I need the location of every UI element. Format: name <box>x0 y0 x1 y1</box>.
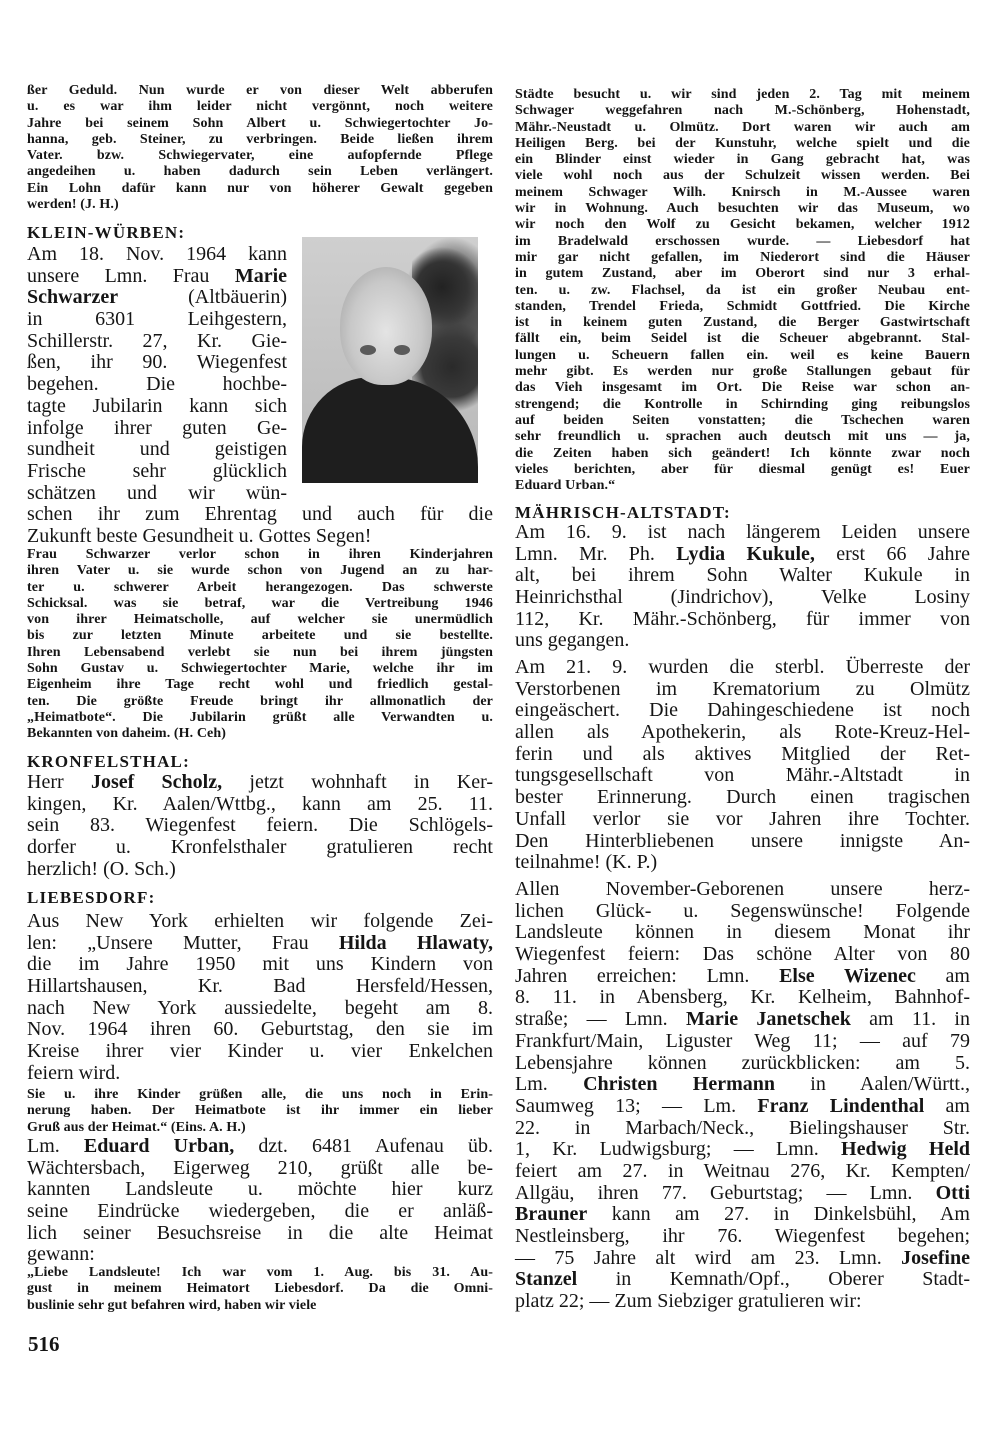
text-line: Sohn Gustav u. Schwiegertochter Marie, welche ihr im <box>27 661 493 677</box>
text-line: angedeihen u. haben dadurch sein Leben verlängert. <box>27 164 493 180</box>
text-line: ßen, ihr 90. Wiegenfest <box>27 351 287 374</box>
text-line: Wächtersbach, Eigerweg 210, grüßt alle be- <box>27 1156 493 1179</box>
liebesdorf-small-text <box>27 1087 493 1136</box>
text-line: lichen Glück- u. Segenswünsche! Folgende <box>515 899 970 922</box>
text-line: viele wohl noch aus der Schulzeit wissen werden. Bei <box>515 168 970 184</box>
text-segment: am <box>915 964 970 987</box>
person-name: Stanzel <box>515 1268 578 1291</box>
text-line: hanna, geb. Steiner, zu verbringen. Beide ließen ihrem <box>27 131 493 147</box>
text-segment: — 75 Jahre alt wird am 23. Lmn. <box>515 1246 902 1269</box>
text-segment: Lm. <box>515 1073 584 1096</box>
text-segment: Jahren erreichen: Lmn. <box>515 964 780 987</box>
text-segment: 1, Kr. Ludwigsburg; — Lmn. <box>515 1138 842 1161</box>
text-line: nach New York aussiedelte, begeht am 8. <box>27 996 493 1019</box>
text-line: Vater. bzw. Schwiegervater, eine aufopfernde Pflege <box>27 148 493 164</box>
text-segment: Allgäu, ihren 77. Geburtstag; — Lmn. <box>515 1181 936 1204</box>
text-line: nerung haben. Der Heimatbote ist ihr immer ein lieber <box>27 1103 493 1119</box>
text-line: Schwager weggefahren nach M.-Schönberg, Hohenstadt, <box>515 103 970 119</box>
text-line <box>515 966 970 988</box>
text-line: ten. u. zw. Flachsel, da ist ein großer Neubau ent- <box>515 282 970 298</box>
text-line: 22. in Marbach/Neck., Bielingshauser Str. <box>515 1116 970 1139</box>
text-line: standen, Trendel Frieda, Schmidt Gottfried. Die Kirche <box>515 298 970 314</box>
text-line: Sie u. ihre Kinder grüßen alle, die uns noch in Erin- <box>27 1087 493 1102</box>
text-line: dorfer u. Kronfelsthaler gratulieren recht <box>27 836 493 859</box>
text-line: tagte Jubilarin kann sich <box>27 394 287 417</box>
text-line: mir gar nicht gefallen, im Niederort sind die Häuser <box>515 249 970 265</box>
text-line: Heiligen Berg. bei der Kunstuhr, welche spielt und die <box>515 135 970 151</box>
text-line: „Heimatbote“. Die Jubilarin grüßt alle Verwandten u. <box>27 709 493 725</box>
text-line: ein Blinder einst wieder in Gang gebracht hat, was <box>515 152 970 168</box>
text-line: buslinie sehr gut befahren wird, haben wir viele <box>27 1297 317 1313</box>
text-line: Den Hinterbliebenen unsere innigste An- <box>515 829 970 852</box>
text-segment: dzt. 6481 Aufenau üb. <box>234 1135 494 1157</box>
klein-wuerben-text <box>27 244 493 548</box>
person-name: Hilda Hlawaty, <box>338 931 493 954</box>
text-line <box>515 544 970 566</box>
text-line: gust in meinem Heimatort Liebesdorf. Da die Omni- <box>27 1281 493 1297</box>
text-line: uns gegangen. <box>515 629 630 652</box>
page-number: 516 <box>28 1332 60 1356</box>
text-line: die Zeiten haben sich geändert! Ich könnte zwar noch <box>515 445 970 461</box>
text-line: schen ihr zum Ehrentag und auch für die <box>27 503 493 526</box>
text-line: lungen u. Scheuern fallen ein. weil es keine Bauern <box>515 347 970 363</box>
text-line: Mähr.-Neustadt u. Olmütz. Dort waren wir auch am <box>515 119 970 135</box>
person-name: Lydia Kukule, <box>676 542 815 565</box>
eduard-urban-letter-start <box>27 1265 493 1314</box>
text-line: allen als Apothekerin, als Rote-Kreuz-Hel- <box>515 721 970 744</box>
text-line: begehen. Die hochbe- <box>27 373 287 396</box>
text-line: Nov. 1964 ihren 60. Geburtstag, den sie im <box>27 1018 493 1041</box>
text-line <box>515 1139 970 1161</box>
text-line: platz 22; — Zum Siebziger gratulieren wir: <box>515 1290 862 1313</box>
text-line: Nestleinsberg, ihr 76. Wiegenfest begehen; <box>515 1225 970 1247</box>
text-line: Frankfurt/Main, Liguster Weg 11; — auf 79 <box>515 1029 970 1052</box>
text-line: werden! (J. H.) <box>27 197 119 213</box>
text-segment: Herr <box>27 771 91 793</box>
november-birthdays-text <box>515 879 970 1313</box>
person-name: Christen Hermann <box>583 1073 776 1096</box>
text-line <box>515 1009 970 1031</box>
person-name: Josefine <box>901 1246 970 1269</box>
text-line <box>515 1183 970 1205</box>
text-line: ist in keinem guten Zustand, die Berger Gastwirtschaft <box>515 315 970 331</box>
text-line: wir in Wohnung. Auch besuchten wir das Museum, wo <box>515 201 970 217</box>
text-line: von ihrer Heimatscholle, auf welcher sie unermüdlich <box>27 612 493 628</box>
eduard-urban-intro <box>27 1136 493 1266</box>
section-heading-liebesdorf: LIEBESDORF: <box>27 888 156 907</box>
text-line: Verstorbenen im Krematorium zu Olmütz <box>515 677 970 700</box>
text-line: sehr freundlich u. sprachen auch deutsch mit uns — ja, <box>515 429 970 445</box>
text-line: ten. Die größte Freude bringt ihr allmonatlich der <box>27 693 493 709</box>
text-line: kannten Landsleute u. möchte hier kurz <box>27 1178 493 1201</box>
text-line: gewann: <box>27 1243 95 1266</box>
section-heading-klein-wuerben: KLEIN-WÜRBEN: <box>27 223 186 242</box>
text-line: seine Eindrücke wiedergeben, die er anläß- <box>27 1200 493 1223</box>
text-line: Jahre bei seinem Sohn Albert u. Schwiegertochter Jo- <box>27 115 493 131</box>
person-name: Franz Lindenthal <box>757 1094 925 1117</box>
text-line <box>515 1248 970 1270</box>
text-line: „Liebe Landsleute! Ich war vom 1. Aug. bis 31. Au- <box>27 1265 493 1280</box>
text-line <box>515 1074 970 1096</box>
text-line: tungsgesellschaft von Mähr.-Altstadt in <box>515 764 970 787</box>
maehrisch-altstadt-text-2 <box>515 657 970 874</box>
text-line: Eigenheim ihre Tage recht wohl und friedlich gestal- <box>27 677 493 693</box>
klein-wuerben-small-text <box>27 547 493 743</box>
text-line: Zukunft beste Gesundheit u. Gottes Segen! <box>27 524 372 547</box>
section-heading-maehrisch-altstadt: MÄHRISCH-ALTSTADT: <box>515 503 731 522</box>
text-line: herzlich! (O. Sch.) <box>27 857 176 880</box>
text-line: Städte besucht u. wir sind jeden 2. Tag mit meinem <box>515 87 970 102</box>
text-line: in 6301 Leihgestern, <box>27 308 287 331</box>
text-line: Ein Lohn dafür kann nur von höherer Gewalt gegeben <box>27 180 493 196</box>
text-line: infolge ihrer guten Ge- <box>27 416 287 439</box>
text-line <box>27 266 287 288</box>
person-name: Marie <box>234 264 287 287</box>
person-name: Eduard Urban, <box>83 1135 235 1157</box>
kronfelsthal-text <box>27 772 493 880</box>
text-line: ßer Geduld. Nun wurde er von dieser Welt abberufen <box>27 83 493 98</box>
text-line: Frau Schwarzer verlor schon in ihren Kinderjahren <box>27 547 493 562</box>
text-segment: in Aalen/Württ., <box>775 1073 970 1096</box>
text-line: Bekannten von daheim. (H. Ceh) <box>27 726 227 742</box>
text-line <box>515 1096 970 1118</box>
text-line: Aus New York erhielten wir folgende Zei- <box>27 910 493 932</box>
liebesdorf-text <box>27 911 493 1085</box>
eduard-urban-letter <box>515 87 970 494</box>
maehrisch-altstadt-text <box>515 522 970 652</box>
text-line: teilnahme! (K. P.) <box>515 851 658 874</box>
text-segment: Lmn. Mr. Ph. <box>515 542 677 565</box>
text-line: feiern wird. <box>27 1061 121 1084</box>
obituary-continuation <box>27 83 493 213</box>
text-line: lich seiner Besuchsreise in die alte Heimat <box>27 1221 493 1244</box>
text-segment: len: „Unsere Mutter, Frau <box>27 931 339 954</box>
person-name: Marie Janetschek <box>685 1008 851 1031</box>
text-line: sein 83. Wiegenfest feiern. Die Schlögels- <box>27 814 493 837</box>
text-line <box>27 287 287 309</box>
text-line: Ihren Lebensabend verlebt sie nun bei ihrem jüngsten <box>27 644 493 660</box>
section-heading-kronfelsthal: KRONFELSTHAL: <box>27 752 190 771</box>
text-line: Hillartshausen, Kr. Bad Hersfeld/Hessen, <box>27 975 493 998</box>
text-line: Unfall verlor sie vor Jahren ihre Tochter. <box>515 807 970 830</box>
text-line: Lebensjahre können zurückblicken: am 5. <box>515 1051 970 1074</box>
text-line <box>27 772 493 794</box>
person-name: Brauner <box>515 1203 588 1226</box>
text-line: Am 16. 9. ist nach längerem Leiden unsere <box>515 521 970 543</box>
text-line: Schicksal. was sie betraf, war die Vertreibung 1946 <box>27 595 493 611</box>
text-segment: am 11. in <box>850 1008 970 1031</box>
text-line: fällt ein, beim Seidel ist die Scheuer abgebrannt. Stal- <box>515 331 970 347</box>
text-line: 8. 11. in Abensberg, Kr. Kelheim, Bahnhof- <box>515 986 970 1009</box>
person-name: Schwarzer <box>27 286 119 309</box>
text-line: Landsleute können in diesem Monat ihr <box>515 921 970 944</box>
text-line <box>27 1136 493 1158</box>
text-line: in gutem Zustand, aber im Oberort sind nur 3 erhal- <box>515 266 970 282</box>
text-segment: Saumweg 13; — Lm. <box>515 1094 758 1117</box>
text-line: Gruß aus der Heimat.“ (Eins. A. H.) <box>27 1119 246 1135</box>
text-line: ihren Vater u. sie wurde schon von Jugend an zu har- <box>27 563 493 579</box>
person-name: Else Wizenec <box>779 964 916 987</box>
text-line: schätzen und wir wün- <box>27 481 287 504</box>
text-line: Schillerstr. 27, Kr. Gie- <box>27 329 287 352</box>
person-name: Otti <box>935 1181 970 1204</box>
text-line: bester Erinnerung. Durch einen tragischen <box>515 786 970 809</box>
text-line: Am 21. 9. wurden die sterbl. Überreste der <box>515 656 970 678</box>
text-line: Allen November-Geborenen unsere herz- <box>515 878 970 900</box>
text-segment: Lm. <box>27 1135 84 1157</box>
text-line: eingeäschert. Die Dahingeschiedene ist noch <box>515 699 970 722</box>
text-line: meinem Schwager Wilh. Knirsch in M.-Aussee waren <box>515 184 970 200</box>
text-line: auf beiden Seiten vonstatten; die Tschechen waren <box>515 412 970 428</box>
text-line <box>515 1204 970 1226</box>
text-line: Eduard Urban.“ <box>515 478 616 494</box>
text-line: mehr gibt. Es werden nur große Stallungen gebaut für <box>515 364 970 380</box>
text-line: das Vieh insgesamt im Ort. Die Reise war schon an- <box>515 380 970 396</box>
text-line: vieles berichten, aber für diesmal genügt es! Euer <box>515 461 970 477</box>
text-line <box>515 1269 970 1291</box>
text-line: bis zur letzten Minute arbeitete und sie bestellte. <box>27 628 493 644</box>
person-name: Hedwig Held <box>841 1138 970 1161</box>
text-line <box>27 933 493 955</box>
text-segment: unsere Lmn. Frau <box>27 264 235 287</box>
text-line: alt, bei ihrem Sohn Walter Kukule in <box>515 564 970 587</box>
text-line: ferin und als aktives Mitglied der Ret- <box>515 742 970 765</box>
person-name: Josef Scholz, <box>90 771 223 793</box>
text-line: wir noch den Wolf zu Gesicht bekamen, welcher 1912 <box>515 217 970 233</box>
text-line: Frische sehr glücklich <box>27 459 287 482</box>
text-line: Am 18. Nov. 1964 kann <box>27 243 287 265</box>
text-segment: straße; — Lmn. <box>515 1008 686 1031</box>
text-line: kingen, Kr. Aalen/Wttbg., kann am 25. 11. <box>27 792 493 815</box>
text-line: feiert am 27. in Weitnau 276, Kr. Kempten/ <box>515 1159 970 1182</box>
text-segment: (Altbäuerin) <box>118 286 287 309</box>
text-segment: kann am 27. in Dinkelsbühl, Am <box>587 1203 970 1226</box>
text-line: Wiegenfest feiern: Das schöne Alter von 80 <box>515 943 970 966</box>
text-line: ter u. schwerer Arbeit herangezogen. Das schwerste <box>27 579 493 595</box>
text-line: die im Jahre 1950 mit uns Kindern von <box>27 953 493 976</box>
text-line: 112, Kr. Mähr.-Schönberg, für immer von <box>515 607 970 630</box>
text-line: u. es war ihm leider nicht vergönnt, noch weitere <box>27 99 493 115</box>
text-line: sundheit und geistigen <box>27 438 287 461</box>
text-segment: erst 66 Jahre <box>814 542 970 565</box>
text-line: Heinrichsthal (Jindrichov), Velke Losiny <box>515 586 970 609</box>
text-line: strengend; die Kontrolle in Schirnding ging reibungslos <box>515 396 970 412</box>
text-segment: am <box>924 1094 970 1117</box>
text-segment: jetzt wohnhaft in Ker- <box>222 771 494 793</box>
text-line: Kreise ihrer vier Kinder u. vier Enkelchen <box>27 1040 493 1063</box>
text-line: im Bradelwald erschossen wurde. — Liebesdorf hat <box>515 233 970 249</box>
text-segment: in Kemnath/Opf., Oberer Stadt- <box>577 1268 970 1291</box>
